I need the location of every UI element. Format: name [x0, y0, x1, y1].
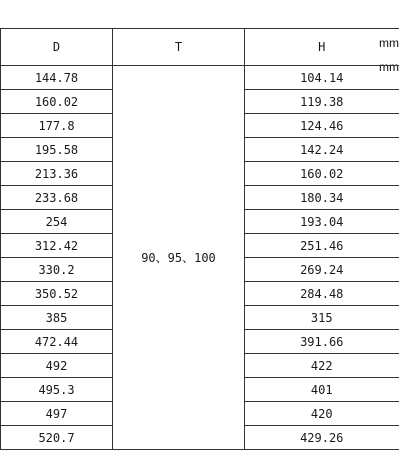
cell-d: 497: [1, 402, 113, 426]
column-header-h: H: [245, 29, 399, 66]
cell-h: 160.02: [245, 162, 399, 186]
cell-d: 495.3: [1, 378, 113, 402]
cell-d: 520.7: [1, 426, 113, 450]
cell-d: 160.02: [1, 90, 113, 114]
cell-h: 104.14: [245, 66, 399, 90]
cell-h: 251.46: [245, 234, 399, 258]
cell-h: 422: [245, 354, 399, 378]
dimension-table: [0, 28, 399, 450]
cell-d: 350.52: [1, 282, 113, 306]
unit-label: mm: [379, 36, 399, 50]
cell-h: 180.34: [245, 186, 399, 210]
cell-h: 401: [245, 378, 399, 402]
cell-t-merged: 90、95、100: [113, 66, 245, 450]
table-body: [1, 66, 399, 450]
cell-d: 233.68: [1, 186, 113, 210]
cell-h: 429.26: [245, 426, 399, 450]
cell-h: 119.38: [245, 90, 399, 114]
cell-d: 312.42: [1, 234, 113, 258]
cell-h: 315: [245, 306, 399, 330]
cell-d: 213.36: [1, 162, 113, 186]
cell-d: 385: [1, 306, 113, 330]
cell-h: 124.46: [245, 114, 399, 138]
cell-h: 142.24: [245, 138, 399, 162]
cell-d: 144.78: [1, 66, 113, 90]
cell-d: 177.8: [1, 114, 113, 138]
cell-d: 254: [1, 210, 113, 234]
cell-d: 195.58: [1, 138, 113, 162]
cell-h: 269.24: [245, 258, 399, 282]
header-row: [1, 29, 399, 66]
cell-d: 492: [1, 354, 113, 378]
cell-d: 330.2: [1, 258, 113, 282]
cell-d: 472.44: [1, 330, 113, 354]
table-row: [1, 66, 399, 90]
cell-h: 193.04: [245, 210, 399, 234]
cell-h: 391.66: [245, 330, 399, 354]
column-header-t: T: [113, 29, 245, 66]
cell-h: 420: [245, 402, 399, 426]
cell-h: 284.48: [245, 282, 399, 306]
unit-label: mm: [379, 60, 399, 74]
column-header-d: D: [1, 29, 113, 66]
